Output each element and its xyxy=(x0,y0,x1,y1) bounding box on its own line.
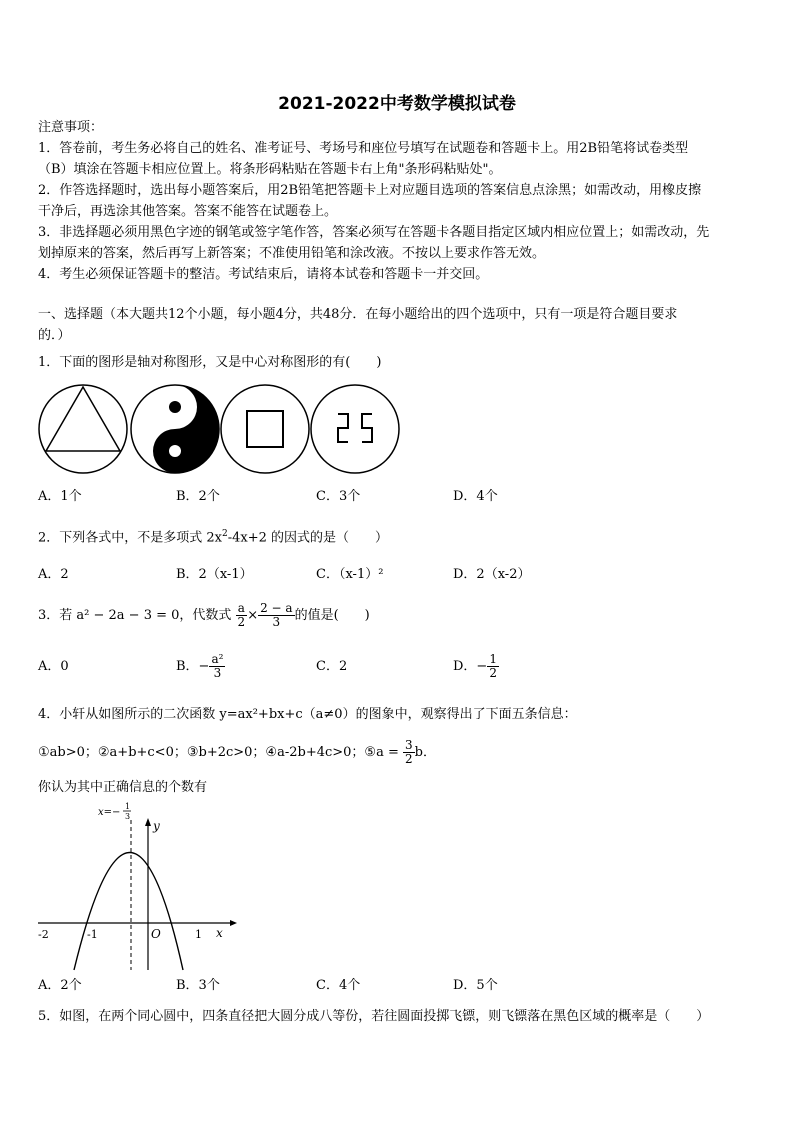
circle-pattern-figure xyxy=(311,385,399,473)
notice-line-4: 干净后，再选涂其他答案。答案不能答在试题卷上。 xyxy=(38,204,338,219)
q3-optd-num: 1 xyxy=(489,652,497,666)
symmetry-label-den: 3 xyxy=(125,812,131,821)
y-axis-arrow xyxy=(145,818,151,826)
q3-optd-prefix: D．− xyxy=(453,659,488,674)
symmetry-label-prefix: x=− xyxy=(98,807,121,818)
q4-stem: 4．小轩从如图所示的二次函数 y=ax²+bx+c（a≠0）的图象中，观察得出了下面五条信息： xyxy=(38,707,577,722)
q1-option-c[interactable]: C．3个 xyxy=(316,489,361,504)
q1-figures xyxy=(38,384,408,474)
q3-times: × xyxy=(247,608,259,623)
q4-ask: 你认为其中正确信息的个数有 xyxy=(38,780,208,795)
section-heading: 一、选择题（本大题共12个小题，每小题4分，共48分．在每小题给出的四个选项中，只有一项是符合题目要求 xyxy=(38,307,678,322)
q3-fraction-1 xyxy=(236,602,248,629)
q2-stem-part: -4x+2 的因式的是（ ） xyxy=(227,530,389,546)
circle-triangle-figure xyxy=(39,385,127,473)
q3-option-d[interactable] xyxy=(453,652,499,682)
q3-f1-num: a xyxy=(236,602,248,616)
q3-optd-fraction xyxy=(487,653,499,680)
y-axis-label: y xyxy=(153,819,160,833)
q3-optb-prefix: B．− xyxy=(176,659,210,674)
q3-optb-fraction xyxy=(209,653,225,680)
q4-info-part: b． xyxy=(414,745,436,760)
q2-option-a[interactable]: A．2 xyxy=(38,567,69,582)
q4-info-den: 2 xyxy=(405,752,413,766)
q4-option-d[interactable]: D．5个 xyxy=(453,978,498,993)
q1-stem: 1．下面的图形是轴对称图形，又是中心对称图形的有( ) xyxy=(38,355,382,370)
q3-f2-den: 3 xyxy=(272,615,281,629)
q2-stem xyxy=(38,525,388,547)
q3-optd-den: 2 xyxy=(489,666,497,680)
q2-option-d[interactable]: D．2（x-2） xyxy=(453,567,531,582)
q2-exponent: 2 xyxy=(222,529,228,539)
notice-line-3: 2．作答选择题时，选出每小题答案后，用2B铅笔把答题卡上对应题目选项的答案信息点涂黑；如需改动，用橡皮擦 xyxy=(38,183,702,198)
q3-optb-num: a² xyxy=(211,652,224,666)
q3-stem xyxy=(38,601,370,631)
q1-option-d[interactable]: D．4个 xyxy=(453,489,498,504)
q3-option-b[interactable] xyxy=(176,652,225,682)
q3-option-c[interactable]: C．2 xyxy=(316,659,348,674)
notice-line-2: （B）填涂在答题卡相应位置上。将条形码粘贴在答题卡右上角"条形码粘贴处"。 xyxy=(38,162,502,177)
parabola-curve xyxy=(74,853,183,971)
q4-info xyxy=(38,738,436,768)
q2-option-c[interactable]: C．（x-1）² xyxy=(316,567,384,582)
notice-line-1: 1．答卷前，考生务必将自己的姓名、准考证号、考场号和座位号填写在试题卷和答题卡上。用2B铅笔将试卷类型 xyxy=(38,141,689,156)
x-axis-label: x xyxy=(216,926,223,940)
tick-label-1: 1 xyxy=(195,928,202,941)
tick-label-neg2: -2 xyxy=(38,928,49,941)
q3-stem-part: 3．若 a² − 2a − 3 = 0，代数式 xyxy=(38,608,232,623)
q4-info-num: 3 xyxy=(405,738,413,752)
q4-option-a[interactable]: A．2个 xyxy=(38,978,82,993)
q3-stem-part: 的值是( ) xyxy=(294,608,370,623)
x-axis-arrow xyxy=(230,920,237,926)
tick-label-neg1: -1 xyxy=(87,928,98,941)
q1-option-b[interactable]: B．2个 xyxy=(176,489,220,504)
section-heading-cont: 的．） xyxy=(38,328,71,343)
circle-square-figure xyxy=(221,385,309,473)
notice-line-6: 划掉原来的答案，然后再写上新答案；不准使用铅笔和涂改液。不按以上要求作答无效。 xyxy=(38,246,546,261)
symmetry-label-num: 1 xyxy=(125,802,131,811)
q4-info-fraction xyxy=(403,739,415,766)
q2-stem-part: 2．下列各式中，不是多项式 2x xyxy=(38,530,223,546)
q2-option-b[interactable]: B．2（x-1） xyxy=(176,567,253,582)
notice-line-5: 3．非选择题必须用黑色字迹的钢笔或签字笔作答，答案必须写在答题卡各题目指定区域内相应位置上；如需改动，先 xyxy=(38,225,710,240)
q4-option-c[interactable]: C．4个 xyxy=(316,978,361,993)
origin-label: O xyxy=(151,927,161,941)
q3-optb-den: 3 xyxy=(213,666,222,680)
q5-stem: 5．如图，在两个同心圆中，四条直径把大圆分成八等份，若往圆面投掷飞镖，则飞镖落在黑色区域的概率是（ ） xyxy=(38,1009,710,1024)
notice-heading: 注意事项： xyxy=(38,120,104,135)
q1-option-a[interactable]: A．1个 xyxy=(38,489,82,504)
notice-line-7: 4．考生必须保证答题卡的整洁。考试结束后，请将本试卷和答题卡一并交回。 xyxy=(38,267,489,282)
yin-yang-figure xyxy=(131,385,219,473)
q4-info-part: ①ab>0；②a+b+c<0；③b+2c>0；④a-2b+4c>0；⑤a = xyxy=(38,745,399,760)
q3-option-a[interactable]: A．0 xyxy=(38,659,69,674)
q3-f2-num: 2 − a xyxy=(260,601,293,615)
q3-fraction-2 xyxy=(258,602,294,629)
q3-f1-den: 2 xyxy=(237,615,246,629)
page-title: 2021-2022中考数学模拟试卷 xyxy=(278,94,516,114)
q4-parabola-graph xyxy=(30,800,240,975)
q4-option-b[interactable]: B．3个 xyxy=(176,978,220,993)
